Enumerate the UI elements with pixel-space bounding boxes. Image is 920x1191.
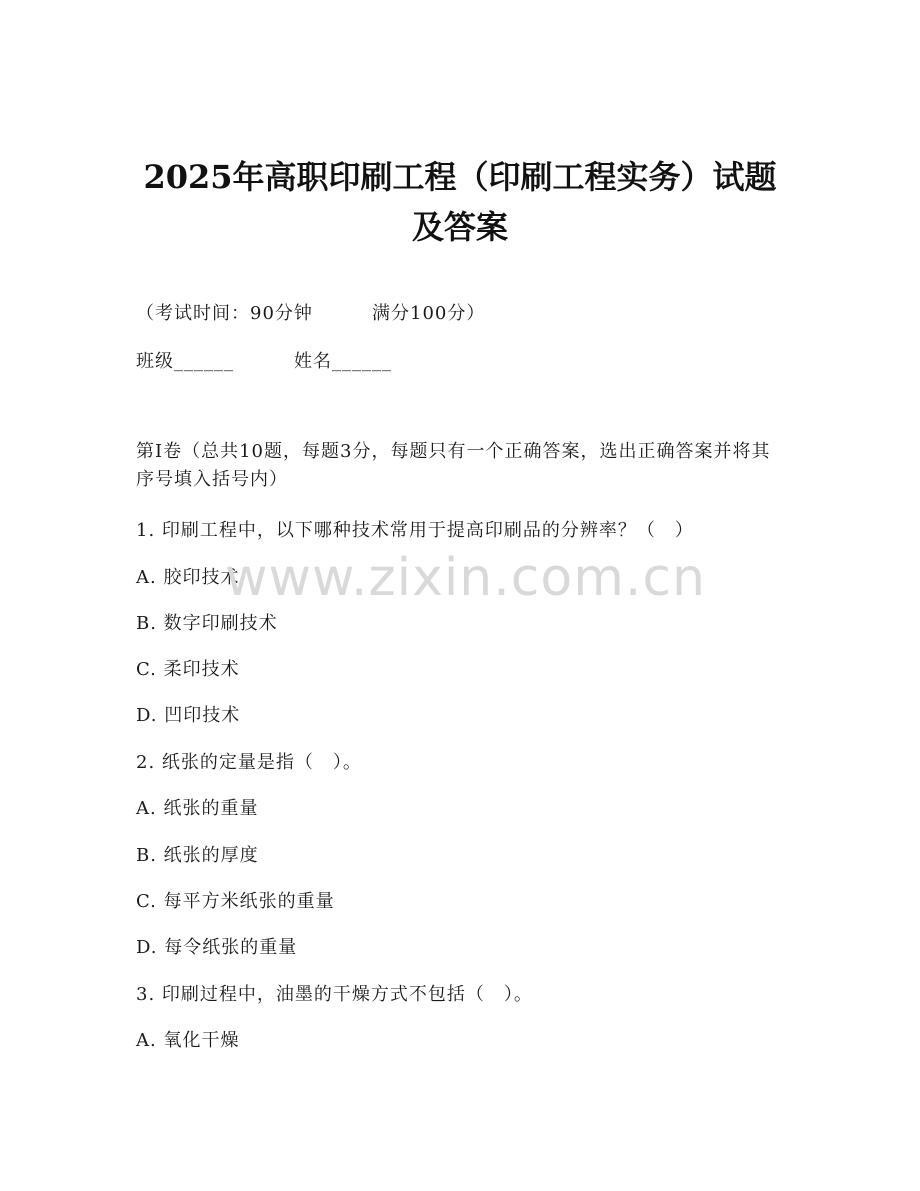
- name-field: 姓名______: [294, 351, 392, 372]
- full-score: 满分100分）: [372, 303, 486, 324]
- question-option: D. 凹印技术: [136, 705, 241, 726]
- exam-time: （考试时间：90分钟: [136, 303, 313, 324]
- question-option: D. 每令纸张的重量: [136, 937, 298, 958]
- question-option: C. 柔印技术: [136, 659, 240, 680]
- question-option: A. 胶印技术: [136, 567, 240, 588]
- question-option: C. 每平方米纸张的重量: [136, 891, 335, 912]
- watermark: www.zixin.com.cn: [225, 548, 706, 608]
- document-title-line-2: 及答案: [411, 208, 508, 246]
- question-option: A. 氧化干燥: [136, 1030, 240, 1051]
- question-option: B. 数字印刷技术: [136, 613, 278, 634]
- question-option: A. 纸张的重量: [136, 798, 259, 819]
- class-field: 班级______: [136, 351, 234, 372]
- document-title-line-1: 2025年高职印刷工程（印刷工程实务）试题: [143, 158, 777, 196]
- question-option: B. 纸张的厚度: [136, 845, 259, 866]
- section-intro: 第I卷（总共10题，每题3分，每题只有一个正确答案，选出正确答案并将其序号填入括号内）: [136, 441, 771, 490]
- question-stem: 2. 纸张的定量是指（ ）。: [136, 752, 362, 773]
- question-stem: 1. 印刷工程中，以下哪种技术常用于提高印刷品的分辨率？（ ）: [136, 520, 694, 541]
- question-stem: 3. 印刷过程中，油墨的干燥方式不包括（ ）。: [136, 984, 533, 1005]
